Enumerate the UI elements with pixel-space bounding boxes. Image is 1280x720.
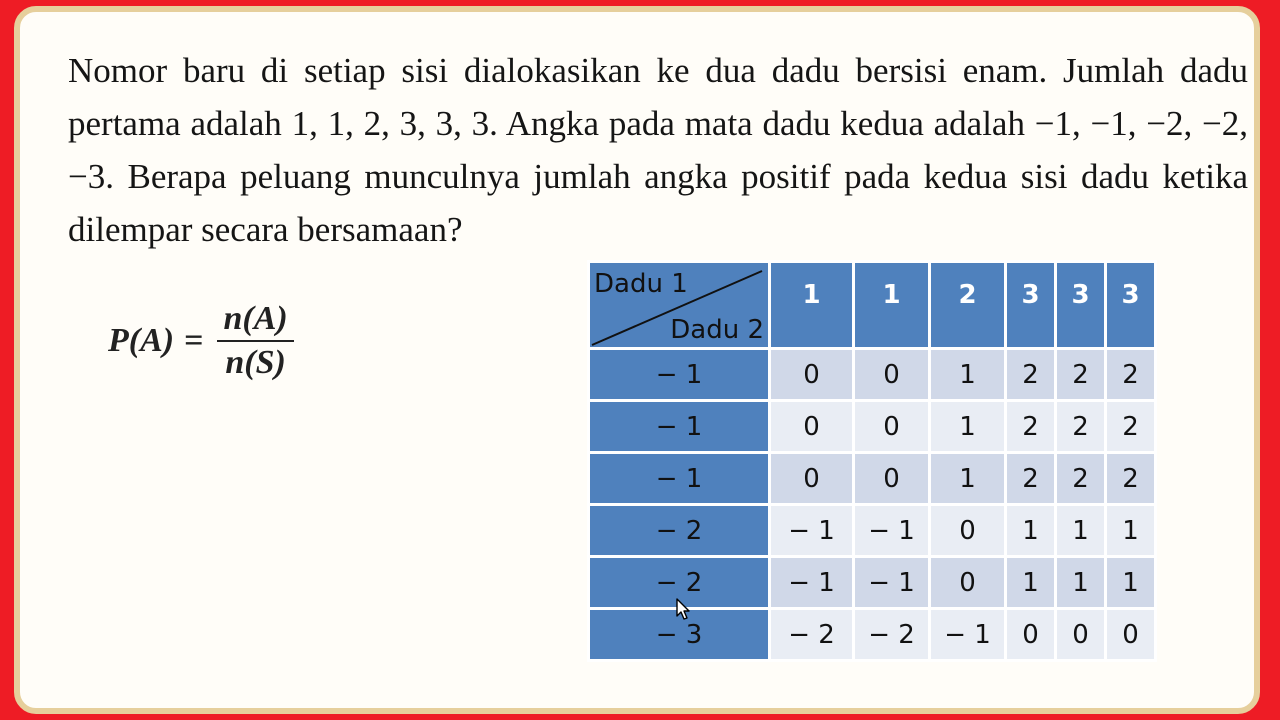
table-cell: 0: [930, 557, 1006, 609]
table-cell: 1: [1006, 557, 1056, 609]
row-header: − 2: [589, 505, 770, 557]
column-header: 3: [1006, 262, 1056, 349]
table-row: [589, 349, 1156, 401]
column-header: 3: [1106, 262, 1156, 349]
table-cell: − 1: [770, 505, 854, 557]
table-cell: 0: [930, 505, 1006, 557]
table-cell: 1: [1106, 505, 1156, 557]
mouse-pointer-icon: [676, 598, 692, 622]
formula-fraction: [217, 300, 293, 382]
table-cell: 1: [1106, 557, 1156, 609]
formula-lhs: P(A): [108, 322, 175, 359]
table-cell: 0: [770, 401, 854, 453]
table-cell: 2: [1106, 401, 1156, 453]
table-cell: 2: [1006, 401, 1056, 453]
table-cell: − 2: [770, 609, 854, 661]
table-cell: 2: [1106, 453, 1156, 505]
table-cell: 0: [854, 401, 930, 453]
table-cell: − 1: [854, 505, 930, 557]
column-header: 2: [930, 262, 1006, 349]
table-cell: 0: [1106, 609, 1156, 661]
formula-numerator: n(A): [217, 300, 293, 342]
table-cell: 0: [770, 349, 854, 401]
row-header: − 1: [589, 349, 770, 401]
table-cell: 2: [1106, 349, 1156, 401]
table-cell: − 1: [770, 557, 854, 609]
table-cell: 0: [1056, 609, 1106, 661]
corner-label-dadu1: Dadu 1: [594, 269, 688, 299]
table-cell: − 1: [930, 609, 1006, 661]
table-corner-header: [589, 262, 770, 349]
dice-sum-table: [587, 260, 1157, 662]
question-text: Nomor baru di setiap sisi dialokasikan ke dua dadu bersisi enam. Jumlah dadu pertama adalah 1, 1, 2, 3, 3, 3. Angka pada mata dadu kedua adalah −1, −1, −2, −2, −3. Berapa peluang munculnya jumlah angka positif pada kedua sisi dadu ketika dilempar secara bersamaan?: [68, 51, 1248, 249]
column-header: 1: [854, 262, 930, 349]
table-cell: 2: [1056, 401, 1106, 453]
row-header: − 1: [589, 453, 770, 505]
table-row: [589, 401, 1156, 453]
header-row: [589, 262, 1156, 349]
table-cell: 2: [1056, 453, 1106, 505]
table-cell: 0: [854, 453, 930, 505]
table-cell: 2: [1006, 349, 1056, 401]
row-header: − 2: [589, 557, 770, 609]
table-row: [589, 453, 1156, 505]
table-cell: 1: [930, 401, 1006, 453]
table-cell: 1: [1056, 505, 1106, 557]
table-cell: − 2: [854, 609, 930, 661]
column-header: 3: [1056, 262, 1106, 349]
table-cell: 0: [770, 453, 854, 505]
row-header: − 3: [589, 609, 770, 661]
table-cell: 1: [930, 349, 1006, 401]
table-cell: 2: [1006, 453, 1056, 505]
corner-label-dadu2: Dadu 2: [670, 315, 764, 345]
table-row: [589, 505, 1156, 557]
table-cell: − 1: [854, 557, 930, 609]
table-cell: 0: [1006, 609, 1056, 661]
formula-equals: =: [184, 322, 204, 359]
table-cell: 0: [854, 349, 930, 401]
row-header: − 1: [589, 401, 770, 453]
probability-formula: [108, 300, 294, 382]
table-cell: 1: [1006, 505, 1056, 557]
column-header: 1: [770, 262, 854, 349]
formula-denominator: n(S): [225, 344, 286, 381]
table-cell: 1: [1056, 557, 1106, 609]
table-row: [589, 557, 1156, 609]
table-row: [589, 609, 1156, 661]
table-cell: 1: [930, 453, 1006, 505]
table-cell: 2: [1056, 349, 1106, 401]
